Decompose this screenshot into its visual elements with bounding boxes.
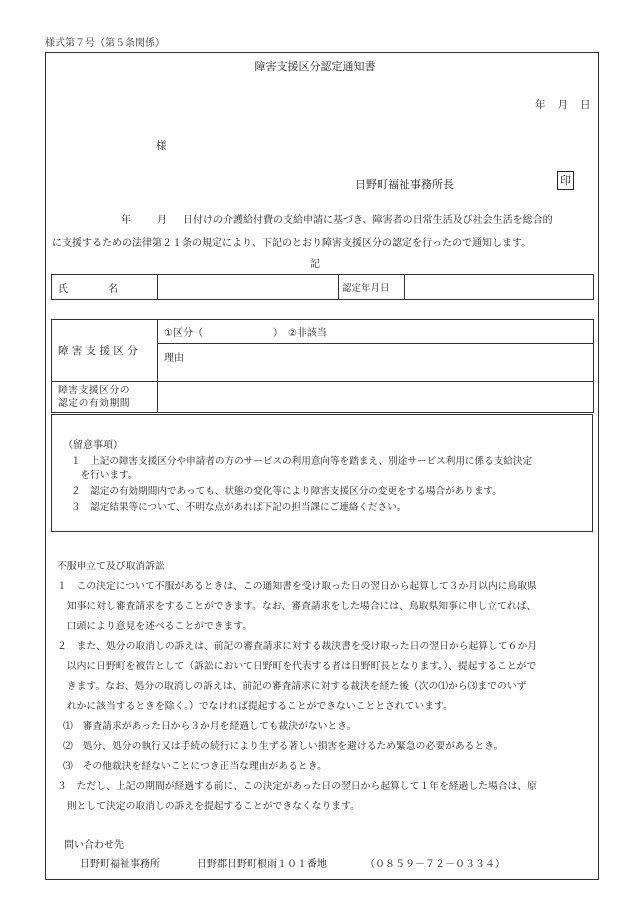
office-head: 日野町福祉事務所長 xyxy=(355,178,454,191)
appeal-line: 以内に日野町を被告として（訴訟において日野町を代表する者は日野町長となります。）、提起することがで xyxy=(57,661,537,672)
appeal-line: ⑴ 審査請求があった日から３か月を経過しても裁決がないとき。 xyxy=(63,721,357,732)
body-line-2: に支援するための法律第２１条の規定により、下記のとおり障害支援区分の認定を行ったので通知します。 xyxy=(52,238,532,249)
body-line-1 xyxy=(121,211,553,226)
note-item-2: ２ 認定の有効期間内であっても、状態の変化等により障害支援区分の変更をする場合があります。 xyxy=(71,486,502,497)
name-label: 氏 名 xyxy=(52,275,158,300)
note-item-3: ３ 認定結果等について、不明な点があれば下記の担当課にご連絡ください。 xyxy=(71,502,407,513)
form-number: 様式第７号（第５条関係） xyxy=(45,38,165,49)
document-title: 障害支援区分認定通知書 xyxy=(254,60,376,73)
validity-label-line-2: 認定の有効期間 xyxy=(58,398,131,409)
contact-heading: 問い合わせ先 xyxy=(64,840,124,851)
body-month-label: 月 xyxy=(157,215,167,226)
body-year-label: 年 xyxy=(121,215,131,226)
date-month-label: 月 xyxy=(557,99,568,111)
cert-date-label: 認定年月日 xyxy=(339,275,405,300)
appeal-line: ⑶ その他裁決を経ないことにつき正当な理由があるとき。 xyxy=(63,761,327,772)
name-date-table xyxy=(51,274,594,300)
name-field[interactable] xyxy=(158,275,339,300)
contact-office: 日野町福祉事務所 xyxy=(80,859,160,870)
validity-label-line-1: 障害支援区分の xyxy=(58,385,131,396)
appeal-line: れかに該当するときを除く。）でなければ提起することができないこととされています。 xyxy=(57,701,453,712)
issue-date xyxy=(535,97,591,112)
reason-field[interactable] xyxy=(158,344,594,382)
category-options[interactable]: ①区分（ ） ②非該当 xyxy=(158,320,594,344)
recipient-suffix: 様 xyxy=(156,140,167,152)
appeal-line: 知事に対し審査請求をすることができます。なお、審査請求をした場合には、鳥取県知事に申し立てれば、 xyxy=(57,601,537,612)
seal-box: 印 xyxy=(557,171,574,190)
appeal-line: １ この決定について不服があるときは、この通知書を受け取った日の翌日から起算して３か月以内に鳥取県 xyxy=(57,581,537,592)
date-year-label: 年 xyxy=(535,99,546,111)
reason-label: 理由 xyxy=(164,353,184,364)
notes-box xyxy=(51,414,593,532)
category-label: 障 害 支 援 区 分 xyxy=(52,320,158,382)
appeal-line: ２ また、処分の取消しの訴えは、前記の審査請求に対する裁決書を受け取った日の翌日から起算して６か月 xyxy=(57,641,538,652)
appeal-line: きます。なお、処分の取消しの訴えは、前記の審査請求に対する裁決を経た後（次の⑴から⑶までのいず xyxy=(57,681,527,692)
body-line-1-text: 日付けの介護給付費の支給申請に基づき、障害者の日常生活及び社会生活を総合的 xyxy=(183,215,553,226)
validity-label xyxy=(52,382,158,413)
ki-label: 記 xyxy=(310,259,320,270)
notes-heading: （留意事項） xyxy=(63,440,123,451)
contact-phone: （０８５９－７２－０３３４） xyxy=(365,859,505,870)
appeal-line: ３ ただし、上記の期間が経過する前に、この決定があった日の翌日から起算して１年を経過した場合は、原 xyxy=(57,781,537,792)
appeal-heading: 不服申立て及び取消訴訟 xyxy=(57,561,165,572)
appeal-line: 口頭により意見を述べることができます。 xyxy=(57,621,253,632)
cert-date-field[interactable] xyxy=(405,275,594,300)
contact-address: 日野郡日野町根雨１０１番地 xyxy=(197,859,327,870)
note-item-1-cont: を行います。 xyxy=(71,470,138,481)
validity-field[interactable] xyxy=(158,382,594,413)
note-item-1: １ 上記の障害支援区分や申請者の方のサービスの利用意向等を踏まえ、別途サービス利用に係る支給決定 xyxy=(71,456,533,467)
appeal-line: 則として決定の取消しの訴えを提起することができなくなります。 xyxy=(57,801,360,812)
date-day-label: 日 xyxy=(580,99,591,111)
appeal-line: ⑵ 処分、処分の執行又は手続の続行により生ずる著しい損害を避けるため緊急の必要があるとき。 xyxy=(63,741,504,752)
category-table xyxy=(51,319,594,413)
